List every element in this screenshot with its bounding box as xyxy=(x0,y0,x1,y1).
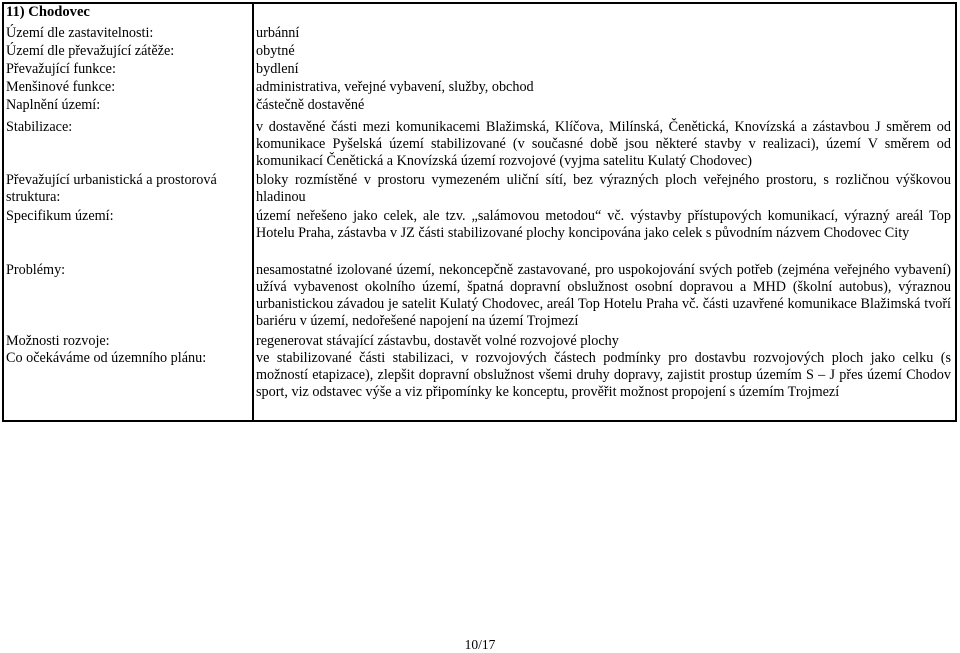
value-stabilizace: v dostavěné části mezi komunikacemi Blažimská, Klíčova, Milínská, Čenětická, Knovízská a zástavbou J směrem od komunikace Pyšelská území stabilizované (v současné době jsou některé stavby v realizaci), území V směrem od komunikací Čenětická a Knovízská území rozvojové (vyjma satelitu Kulatý Chodovec) xyxy=(256,119,951,169)
value-zastavitelnost: urbánní xyxy=(256,25,300,41)
value-problemy: nesamostatné izolované území, nekoncepčně zastavované, pro uspokojování svých potřeb (zejména veřejného vybavení) užívá vybavenost okolního území, špatná dopravní obslužnost osobní dopravou a MHD (školní autobus), výraznou urbanistickou závadou je satelit Kulatý Chodovec, areál Top Hotelu Praha vč. části uzavřené komunikace Blažimská tvoří bariéru v území, nedořešené napojení na území Trojmezí xyxy=(256,262,951,329)
label-specifikum: Specifikum území: xyxy=(6,208,114,224)
label-mensinove-funkce: Menšinové funkce: xyxy=(6,79,116,95)
value-naplneni: částečně dostavěné xyxy=(256,97,365,113)
label-struktura-text: Převažující urbanistická a prostorová struktura: xyxy=(6,172,217,205)
value-zatez: obytné xyxy=(256,43,295,59)
label-struktura xyxy=(6,172,246,206)
label-ocekavani: Co očekáváme od územního plánu: xyxy=(6,350,207,366)
section-heading: 11) Chodovec xyxy=(6,4,90,20)
label-problemy: Problémy: xyxy=(6,262,66,278)
value-struktura: bloky rozmístěné v prostoru vymezeném uliční sítí, bez výrazných ploch veřejného prostoru, s rozličnou výškovou hladinou xyxy=(256,172,951,205)
label-naplneni: Naplnění území: xyxy=(6,97,101,113)
label-stabilizace: Stabilizace: xyxy=(6,119,73,135)
column-divider xyxy=(252,4,254,420)
value-ocekavani: ve stabilizované části stabilizaci, v rozvojových částech podmínky pro dostavbu rozvojových ploch jako celku (s možností etapizace), zlepšit dopravní obslužnost všemi druhy dopravy, zajistit prostup územím S – J přes území Chodov sport, viz odstavec výše a viz připomínky ke konceptu, prověřit možnost propojení s územím Trojmezí xyxy=(256,350,951,400)
value-mensinove-funkce: administrativa, veřejné vybavení, služby, obchod xyxy=(256,79,534,95)
label-zatez: Území dle převažující zátěže: xyxy=(6,43,175,59)
label-zastavitelnost: Území dle zastavitelnosti: xyxy=(6,25,154,41)
value-moznosti-rozvoje: regenerovat stávající zástavbu, dostavět volné rozvojové plochy xyxy=(256,333,619,349)
label-prevazujici-funkce: Převažující funkce: xyxy=(6,61,116,77)
value-specifikum: území neřešeno jako celek, ale tzv. „salámovou metodou“ vč. výstavby přístupových komunikací, výrazný areál Top Hotelu Praha, zástavba v JZ části stabilizované plochy koncipována jako celek s původním názvem Chodovec City xyxy=(256,208,951,241)
label-moznosti-rozvoje: Možnosti rozvoje: xyxy=(6,333,110,349)
page-number: 10/17 xyxy=(464,637,496,652)
value-prevazujici-funkce: bydlení xyxy=(256,61,299,77)
